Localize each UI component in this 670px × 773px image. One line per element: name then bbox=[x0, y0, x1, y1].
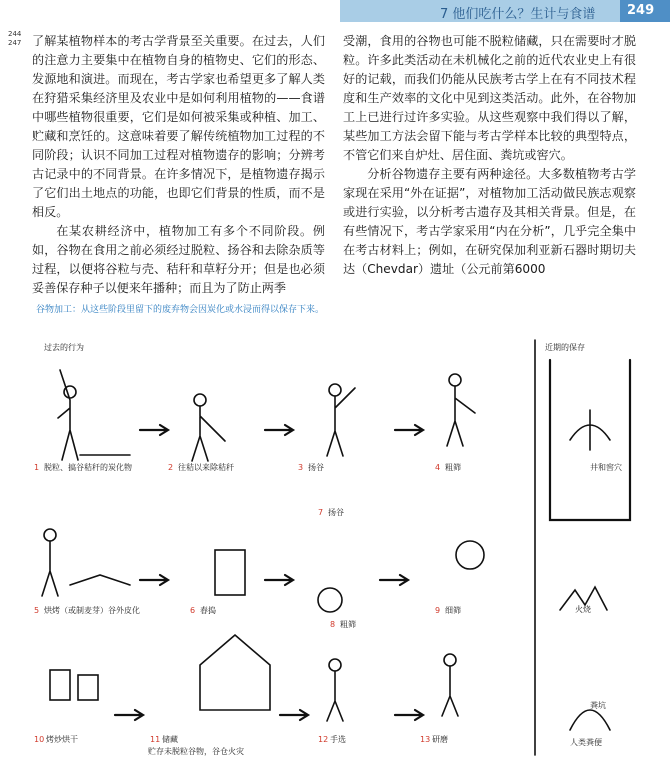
arrow-icon bbox=[395, 425, 423, 435]
left-paragraph-2: 在某农耕经济中，植物加工有多个不同阶段。例如，谷物在食用之前必须经过脱粒、扬谷和去除杂质等过程，以便将谷粒与壳、秸秆和草籽分开；但是也必须妥善保存种子以便来年播种；而且为了防止两季 bbox=[32, 224, 325, 295]
left-column bbox=[32, 32, 325, 298]
latrine-icon bbox=[570, 710, 610, 730]
arrow-icon bbox=[265, 425, 293, 435]
recent-preservation-label: 近期的保存 bbox=[545, 343, 585, 352]
arrow-icon bbox=[280, 710, 308, 720]
step-2-num: 2 bbox=[168, 463, 174, 472]
step-9-label: 细筛 bbox=[445, 606, 461, 615]
figure-roasting-icon bbox=[42, 541, 58, 596]
fire-icon bbox=[70, 575, 130, 585]
sack-icon bbox=[78, 675, 98, 700]
right-paragraph-1: 受潮，食用的谷物也可能不脱粒储藏，只在需要时才脱粒。许多此类活动在未机械化之前的近代农业史上有很好的记载，而我们仍能从民族考古学上在有不同技术程度和生产效率的文化中见到这类活动。此外，在谷物加工上已进行过许多实验。从这些观察中我们得以了解，某些加工方法会留下能与考古学样本比较的典型特点，不管它们来自炉灶、居住面、粪坑或窖穴。 bbox=[343, 34, 636, 162]
step-6-num: 6 bbox=[190, 606, 196, 615]
step-11-sub: 贮存未脱粒谷物，谷仓火灾 bbox=[148, 747, 244, 756]
head-icon bbox=[64, 386, 76, 398]
head-icon bbox=[329, 384, 341, 396]
pres-well: 井和窖穴 bbox=[590, 463, 622, 472]
sack-icon bbox=[50, 670, 70, 700]
arrow-icon bbox=[380, 575, 408, 585]
step-4-label: 粗筛 bbox=[445, 463, 461, 472]
row-1 bbox=[34, 370, 475, 472]
arrow-icon bbox=[115, 710, 143, 720]
head-icon bbox=[329, 659, 341, 671]
figure-caption: 谷物加工：从这些阶段里留下的废弃物会因炭化或水浸而得以保存下来。 bbox=[36, 305, 325, 315]
step-12-num: 12 bbox=[318, 735, 329, 744]
figure-threshing-icon bbox=[58, 370, 78, 460]
step-3-num: 3 bbox=[298, 463, 304, 472]
row-2 bbox=[34, 507, 484, 629]
page-number: 249 bbox=[627, 3, 655, 18]
step-5-num: 5 bbox=[34, 606, 40, 615]
step-10-num: 10 bbox=[34, 735, 45, 744]
right-column bbox=[343, 32, 636, 279]
step-1-num: 1 bbox=[34, 463, 40, 472]
step-12-label: 手选 bbox=[330, 735, 346, 744]
arrow-icon bbox=[265, 575, 293, 585]
fine-sieve-icon bbox=[456, 541, 484, 569]
sieve-icon bbox=[318, 588, 342, 612]
figure-handpicking-icon bbox=[327, 671, 343, 721]
figure-sieving-icon bbox=[447, 386, 475, 446]
arrow-icon bbox=[395, 710, 423, 720]
step-1-label: 脱粒、搞谷秸秆的炭化物 bbox=[44, 463, 132, 472]
step-2-label: 往秸以来除秸秆 bbox=[178, 463, 234, 472]
past-behavior-label: 过去的行为 bbox=[44, 343, 84, 352]
pres-fire: 火烧 bbox=[575, 605, 591, 614]
head-icon bbox=[44, 529, 56, 541]
pres-human: 人类粪便 bbox=[570, 738, 602, 747]
page-header bbox=[0, 0, 670, 26]
well-figure-icon bbox=[570, 410, 610, 450]
right-paragraph-2: 分析谷物遗存主要有两种途径。大多数植物考古学家现在采用“外在证据”，对植物加工活动做民族志观察或进行实验，以分析考古遗存及其相关背景。但是，在有些情况下，考古学家采用“内在分析”，几乎完全集中在考古材料上；例如，在研究保加利亚新石器时期切夫达（Chevdar）遗址（公元前第6000 bbox=[343, 167, 636, 276]
step-7-num: 7 bbox=[318, 508, 324, 517]
step-13-num: 13 bbox=[420, 735, 431, 744]
figure-drawing bbox=[30, 330, 660, 770]
step-5-label: 烘烤（或制麦芽）谷外皮化 bbox=[44, 606, 140, 615]
step-11-num: 11 bbox=[150, 735, 161, 744]
step-3-label: 扬谷 bbox=[308, 463, 324, 472]
step-13-label: 研磨 bbox=[432, 735, 448, 744]
pres-dung: 粪坑 bbox=[590, 701, 606, 710]
figure-grinding-icon bbox=[442, 666, 458, 716]
figure-winnowing-icon bbox=[327, 388, 355, 456]
left-paragraph-1: 了解某植物样本的考古学背景至关重要。在过去，人们的注意力主要集中在植物自身的植物史、它们的形态、发源地和演进。而现在，考古学家也希望更多了解人类在狩猎采集经济里及农业中是如何利用植物的——食谱中哪些植物很重要，它们是如何被采集或种植、加工、贮藏和烹饪的。这意味着要了解传统植物加工过程的不同阶段；认识不同加工过程对植物遗存的影响；分辨考古记录中的不同背景。在许多情况下，是植物遗存揭示了它们出土地点的功能，也即它们背景的性质，而不是相反。 bbox=[32, 34, 325, 219]
step-11-label: 储藏 bbox=[162, 735, 178, 744]
step-8-label: 粗筛 bbox=[340, 620, 356, 629]
head-icon bbox=[194, 394, 206, 406]
arrow-icon bbox=[140, 575, 168, 585]
grain-processing-figure bbox=[30, 330, 660, 770]
step-10-label: 烤炒烘干 bbox=[46, 735, 78, 744]
chapter-title: 7 他们吃什么？生计与食谱 bbox=[440, 7, 596, 22]
head-icon bbox=[449, 374, 461, 386]
head-icon bbox=[444, 654, 456, 666]
mortar-icon bbox=[215, 550, 245, 595]
cross-reference-note: 244 247 bbox=[8, 30, 22, 47]
step-8-num: 8 bbox=[330, 620, 336, 629]
figure-raking-icon bbox=[192, 406, 225, 461]
step-4-num: 4 bbox=[435, 463, 441, 472]
granary-icon bbox=[200, 635, 270, 710]
step-6-label: 舂捣 bbox=[200, 606, 216, 615]
step-9-num: 9 bbox=[435, 606, 441, 615]
arrow-icon bbox=[140, 425, 168, 435]
row-3 bbox=[34, 635, 458, 757]
step-7-label: 扬谷 bbox=[328, 508, 344, 517]
